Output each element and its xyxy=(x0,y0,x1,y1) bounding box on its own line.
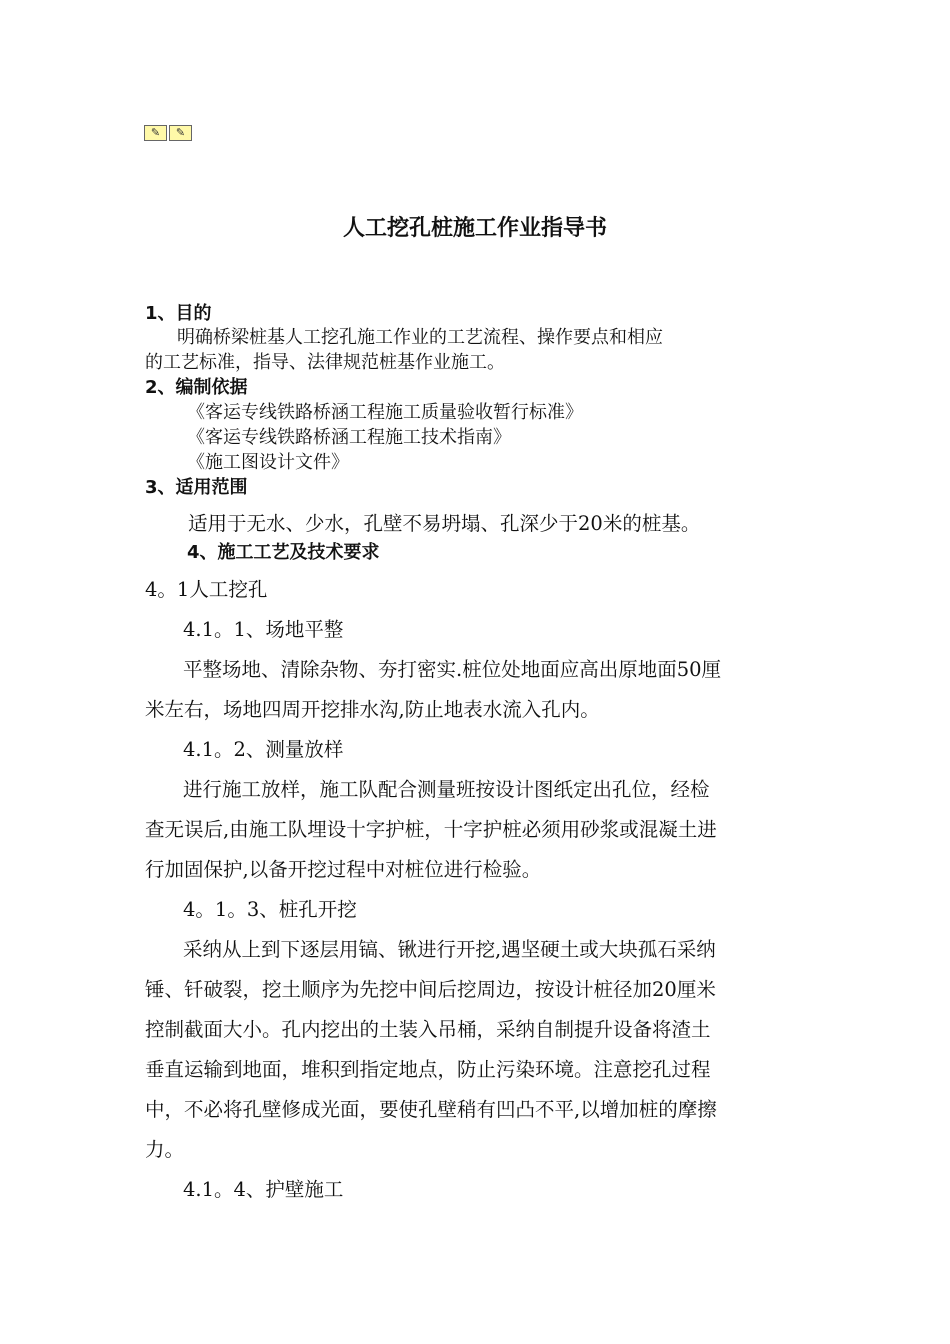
document-link-icon[interactable]: ✎ xyxy=(144,125,167,141)
subsection-heading: 4。1。3、桩孔开挖 xyxy=(183,898,357,921)
body-line: 米左右，场地四周开挖排水沟,防止地表水流入孔内。 xyxy=(145,698,600,721)
subsection-heading: 4.1。2、测量放样 xyxy=(183,738,344,761)
section-3-line: 适用于无水、少水，孔壁不易坍塌、孔深少于20米的桩基。 xyxy=(188,512,701,535)
document-link-icon[interactable]: ✎ xyxy=(169,125,192,141)
link-markers xyxy=(144,125,192,140)
reference-item: 《客运专线铁路桥涵工程施工技术指南》 xyxy=(187,427,511,448)
section-3-heading: 3、适用范围 xyxy=(145,477,248,498)
body-line: 锤、钎破裂，挖土顺序为先挖中间后挖周边，按设计桩径加20厘米 xyxy=(145,978,716,1001)
body-line: 行加固保护,以备开挖过程中对桩位进行检验。 xyxy=(145,858,542,881)
section-1-heading: 1、目的 xyxy=(145,303,212,324)
subsection-heading: 4。1人工挖孔 xyxy=(145,578,268,601)
body-line: 进行施工放样，施工队配合测量班按设计图纸定出孔位，经检 xyxy=(183,778,710,801)
section-2-heading: 2、编制依据 xyxy=(145,377,248,398)
body-line: 中，不必将孔壁修成光面，要使孔壁稍有凹凸不平,以增加桩的摩擦 xyxy=(145,1098,717,1121)
body-line: 平整场地、清除杂物、夯打密实.桩位处地面应高出原地面50厘 xyxy=(183,658,722,681)
section-1-line: 的工艺标准，指导、法律规范桩基作业施工。 xyxy=(145,352,505,373)
body-line: 采纳从上到下逐层用镐、锹进行开挖,遇坚硬土或大块孤石采纳 xyxy=(183,938,716,961)
subsection-heading: 4.1。1、场地平整 xyxy=(183,618,344,641)
body-line: 力。 xyxy=(145,1138,185,1161)
reference-item: 《施工图设计文件》 xyxy=(187,452,349,473)
subsection-heading: 4.1。4、护壁施工 xyxy=(183,1178,344,1201)
section-4-heading: 4、施工工艺及技术要求 xyxy=(187,542,380,563)
body-line: 查无误后,由施工队埋设十字护桩，十字护桩必须用砂浆或混凝土进 xyxy=(145,818,717,841)
body-line: 垂直运输到地面，堆积到指定地点，防止污染环境。注意挖孔过程 xyxy=(145,1058,711,1081)
page-title: 人工挖孔桩施工作业指导书 xyxy=(342,216,607,241)
reference-item: 《客运专线铁路桥涵工程施工质量验收暂行标准》 xyxy=(187,402,583,423)
body-line: 控制截面大小。孔内挖出的土装入吊桶，采纳自制提升设备将渣土 xyxy=(145,1018,711,1041)
section-1-line: 明确桥梁桩基人工挖孔施工作业的工艺流程、操作要点和相应 xyxy=(177,327,663,348)
